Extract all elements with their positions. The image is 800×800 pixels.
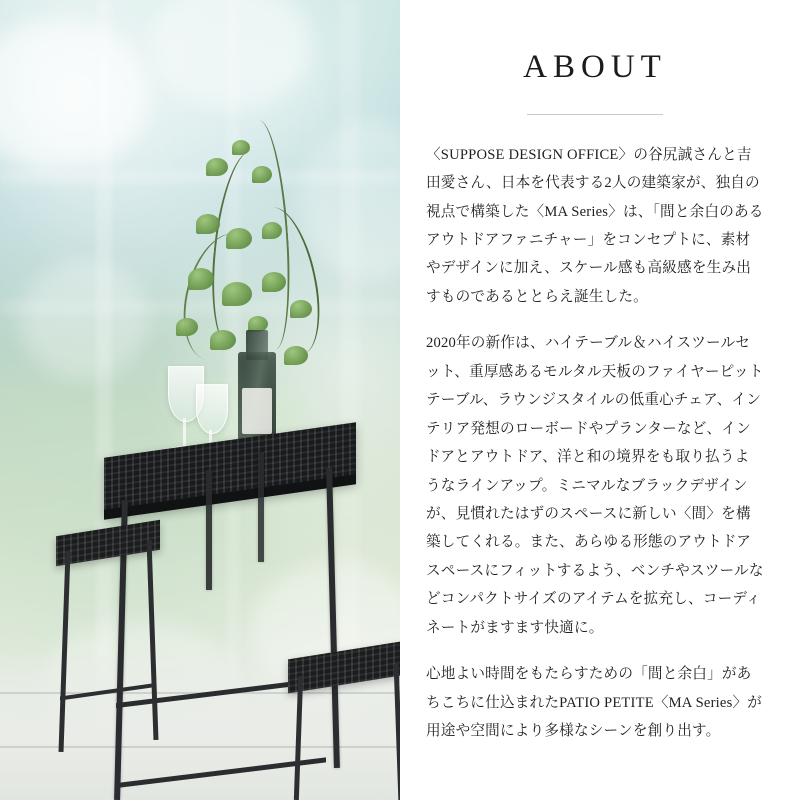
paragraph: 2020年の新作は、ハイテーブル＆ハイスツールセット、重厚感あるモルタル天板のファイヤーピットテーブル、ラウンジスタイルの低重心チェア、インテリア発想のローボードやプランターなど、インドアとアウトドア、洋と和の境界をも取り払うようなラインアップ。ミニマルなブラックデザインが、見慣れたはずのスペースに新しい〈間〉を構築してくれる。また、あらゆる形態のアウトドアスペースにフィットするよう、ベンチやスツールなどコンパクトサイズのアイテムを拡充し、コーディネートがますます快適に。 [426,335,764,636]
stool-brace [60,684,152,701]
table-leg [258,452,264,562]
wine-glass [196,384,228,434]
leaf [252,166,272,183]
leaf [284,346,308,365]
wine-glass-stem [183,418,186,448]
leaf [232,140,250,155]
leaf [262,272,286,292]
page-title: ABOUT [523,49,667,85]
stool-leg [394,664,400,800]
stool-leg [294,676,303,800]
paragraph: 〈SUPPOSE DESIGN OFFICE〉の谷尻誠さんと吉田愛さん、日本を代表する2人の建築家が、独自の視点で構築した〈MA Series〉は、「間と余白のあるアウトドアファニチャー」をコンセプトに、素材やデザインに加え、スケール感も高級感を生み出すものであるととらえ誕生した。 [426,146,764,305]
leaf [290,300,312,318]
table-leg [326,468,340,768]
leaf [196,214,220,234]
leaf [176,318,198,336]
leaf [206,158,228,176]
leaf [210,330,236,350]
leaf [226,228,252,249]
stool-leg [147,540,159,740]
title-divider [527,114,663,115]
about-body [426,141,764,746]
table-leg [206,470,212,590]
leaf [262,222,282,239]
leaf [188,268,214,290]
leaf [222,282,252,306]
high-stool-seat [56,520,160,566]
paragraph: 心地よい時間をもたらすための「間と余白」があちこちに仕込まれたPATIO PETITE〈MA Series〉が用途や空間により多様なシーンを創り出す。 [426,666,763,740]
vase-label [242,388,272,434]
stool-leg [59,552,71,752]
high-stool-seat [288,641,400,694]
about-content [400,0,800,800]
